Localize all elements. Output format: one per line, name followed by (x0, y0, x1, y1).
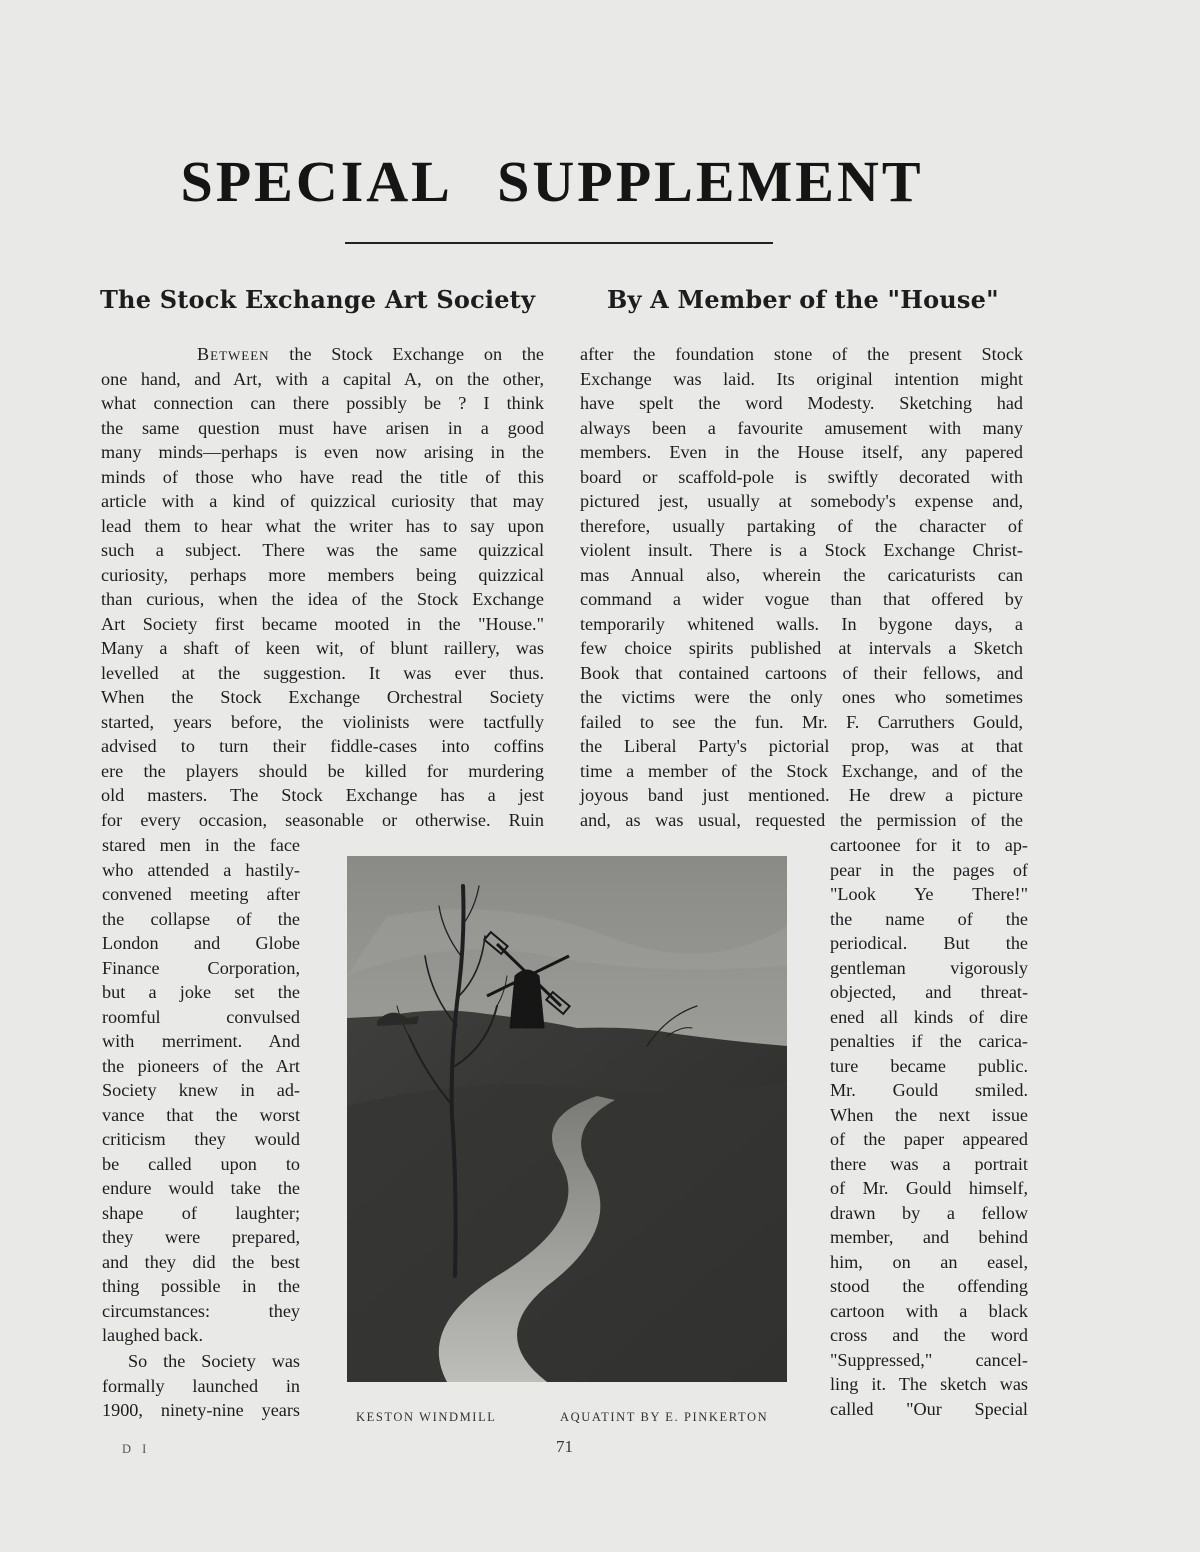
text-line: mas Annual also, wherein the caricaturists can (580, 564, 1023, 585)
text-line: started, years before, the violinists were tactfully (101, 711, 544, 732)
text-line: ture became public. (830, 1055, 1028, 1076)
text-line: penalties if the carica- (830, 1031, 1028, 1051)
text-line: 1900, ninety-nine years (102, 1400, 300, 1420)
paragraph-1-continued (102, 833, 300, 1348)
text-line: Mr. Gould smiled. (830, 1080, 1028, 1100)
figure-caption-credit: AQUATINT BY E. PINKERTON (560, 1410, 769, 1424)
signature-mark: D I (122, 1442, 151, 1456)
text-line: and they did the best (102, 1251, 300, 1272)
text-line: the pioneers of the Art (102, 1055, 300, 1076)
page-number: 71 (556, 1437, 573, 1456)
text-line: the name of the (830, 908, 1028, 929)
text-line: than curious, when the idea of the Stock Exchange (101, 589, 544, 609)
text-line: Art Society first became mooted in the "House." (101, 613, 544, 634)
text-line: Society knew in ad- (102, 1080, 300, 1100)
drop-word: Between (197, 344, 270, 364)
text-line: criticism they would (102, 1129, 300, 1149)
text-line: what connection can there possibly be ? I think (101, 393, 544, 413)
text-line: objected, and threat- (830, 982, 1028, 1002)
text-line: pear in the pages of (830, 859, 1028, 880)
text-line: vance that the worst (102, 1104, 300, 1125)
text-line: Finance Corporation, (102, 957, 300, 978)
windmill-illustration (347, 856, 787, 1382)
text-line: shape of laughter; (102, 1202, 300, 1223)
text-line: Many a shaft of keen wit, of blunt raillery, was (101, 638, 544, 658)
text-line: formally launched in (102, 1375, 300, 1396)
paragraph-1 (101, 342, 544, 832)
text-line: ere the players should be killed for murdering (101, 760, 544, 781)
text-line: pictured jest, usually at somebody's expense and, (580, 491, 1023, 511)
text-line: board or scaffold-pole is swiftly decorated with (580, 466, 1023, 487)
text-line: cartoon with a black (830, 1300, 1028, 1321)
text-line: the Liberal Party's pictorial prop, was at that (580, 736, 1023, 756)
text-line: the collapse of the (102, 908, 300, 929)
text-line: stared men in the face (102, 835, 300, 855)
text-line: old masters. The Stock Exchange has a jest (101, 785, 544, 805)
text-line: circumstances: they (102, 1300, 300, 1321)
text-line: members. Even in the House itself, any papered (580, 442, 1023, 462)
text-line: with merriment. And (102, 1031, 300, 1051)
text-line: and, as was usual, requested the permission of the (580, 809, 1023, 830)
text-line: levelled at the suggestion. It was ever thus. (101, 662, 544, 683)
windmill-landscape-icon (347, 856, 787, 1382)
text-line: him, on an easel, (830, 1251, 1028, 1272)
text-line: London and Globe (102, 933, 300, 953)
text-line: laughed back. (102, 1325, 203, 1345)
text-line: such a subject. There was the same quizzical (101, 540, 544, 560)
text-line: the same question must have arisen in a good (101, 417, 544, 438)
text-line: always been a favourite amusement with many (580, 417, 1023, 438)
text-line: periodical. But the (830, 933, 1028, 953)
text-line: there was a portrait (830, 1153, 1028, 1174)
text-line: they were prepared, (102, 1227, 300, 1247)
paragraph-1-first-line: Between the Stock Exchange on the (197, 344, 544, 364)
text-line: cross and the word (830, 1325, 1028, 1345)
text-line: Book that contained cartoons of their fellows, and (580, 662, 1023, 683)
text-line: few choice spirits published at intervals a Sketch (580, 638, 1023, 658)
text-line: roomful convulsed (102, 1006, 300, 1027)
text-line: failed to see the fun. Mr. F. Carruthers Gould, (580, 711, 1023, 732)
title-rule (345, 242, 773, 244)
paragraph-2 (102, 1349, 300, 1423)
text-line: lead them to hear what the writer has to say upon (101, 515, 544, 536)
text-line: "Suppressed," cancel- (830, 1349, 1028, 1370)
article-title: The Stock Exchange Art Society (100, 285, 536, 314)
text-line: cartoonee for it to ap- (830, 835, 1028, 855)
text-line: many minds—perhaps is even now arising in the (101, 442, 544, 462)
text-line: So the Society was (128, 1351, 300, 1371)
text-line: joyous band just mentioned. He drew a picture (580, 785, 1023, 805)
text-line: When the Stock Exchange Orchestral Society (101, 687, 544, 707)
text-line: for every occasion, seasonable or otherwise. Ruin (101, 809, 544, 830)
text-line: who attended a hastily- (102, 859, 300, 880)
right-narrow-column-text (830, 833, 1028, 1421)
text-line: Exchange was laid. Its original intention might (580, 368, 1023, 389)
text-line: stood the offending (830, 1276, 1028, 1296)
text-line: ling it. The sketch was (830, 1374, 1028, 1394)
text-line: thing possible in the (102, 1276, 300, 1296)
supplement-title: SPECIAL SUPPLEMENT (180, 149, 924, 214)
text-line: gentleman vigorously (830, 957, 1028, 978)
text-line: violent insult. There is a Stock Exchange Christ- (580, 540, 1023, 560)
article-byline: By A Member of the "House" (607, 285, 999, 314)
text-line: temporarily whitened walls. In bygone days, a (580, 613, 1023, 634)
figure-caption-title: KESTON WINDMILL (356, 1410, 497, 1424)
text-line: member, and behind (830, 1227, 1028, 1247)
text-line: ened all kinds of dire (830, 1006, 1028, 1027)
text-line: therefore, usually partaking of the character of (580, 515, 1023, 536)
text-line: of the paper appeared (830, 1129, 1028, 1149)
text-line: minds of those who have read the title of this (101, 466, 544, 487)
text-line: called "Our Special (830, 1398, 1028, 1419)
text-line: When the next issue (830, 1104, 1028, 1125)
text-line: drawn by a fellow (830, 1202, 1028, 1223)
text-line: the victims were the only ones who sometimes (580, 687, 1023, 707)
right-column-text (580, 342, 1023, 832)
text-line: time a member of the Stock Exchange, and of the (580, 760, 1023, 781)
text-line: after the foundation stone of the present Stock (580, 344, 1023, 364)
text-line: curiosity, perhaps more members being quizzical (101, 564, 544, 585)
text-line: but a joke set the (102, 982, 300, 1002)
text-line: one hand, and Art, with a capital A, on the other, (101, 368, 544, 389)
text-line: command a wider vogue than that offered by (580, 589, 1023, 609)
text-line: be called upon to (102, 1153, 300, 1174)
text-line: "Look Ye There!" (830, 884, 1028, 904)
text-line: have spelt the word Modesty. Sketching had (580, 393, 1023, 413)
text-line: advised to turn their fiddle-cases into coffins (101, 736, 544, 756)
text-line: endure would take the (102, 1178, 300, 1198)
text-line: of Mr. Gould himself, (830, 1178, 1028, 1198)
text-line: convened meeting after (102, 884, 300, 904)
text-line: article with a kind of quizzical curiosity that may (101, 491, 544, 511)
